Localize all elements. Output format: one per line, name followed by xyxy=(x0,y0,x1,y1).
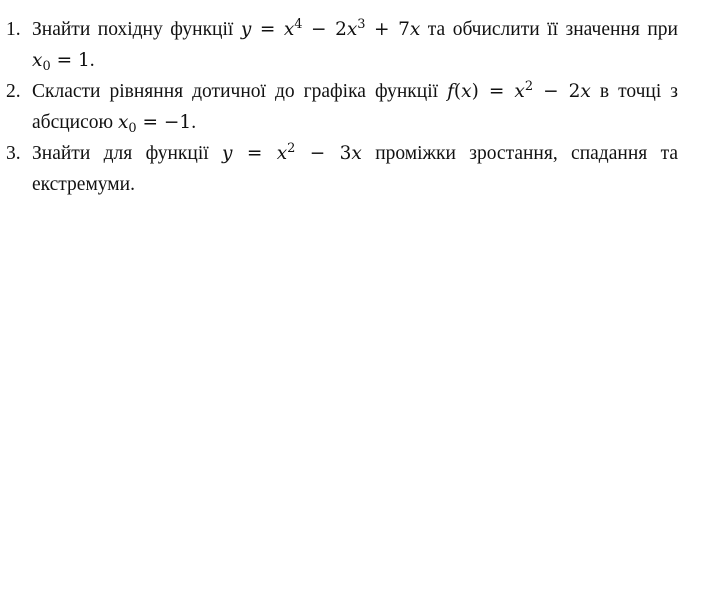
task-2 xyxy=(6,76,678,138)
point: $x_0 = 1$ xyxy=(32,50,90,74)
task-text: проміжки зростання, спадання та екстремуми. xyxy=(32,143,678,195)
task-number: 1. xyxy=(6,19,21,40)
task-number: 3. xyxy=(6,143,21,164)
task-text: . xyxy=(89,50,95,71)
task-text: Знайти похідну функції xyxy=(32,19,234,40)
task-number: 2. xyxy=(6,81,21,102)
task-body xyxy=(32,14,678,76)
task-body xyxy=(32,138,678,200)
task-body xyxy=(32,76,678,138)
task-text: . xyxy=(191,112,197,133)
task-text: в точці з абсцисою xyxy=(32,81,678,133)
task-text: Скласти рівняння дотичної до графіка функції xyxy=(32,81,439,102)
task-3 xyxy=(6,138,678,200)
point: $x_0 = -1$ xyxy=(117,112,192,136)
formula: $y = x^2 - 3x$ xyxy=(222,140,362,164)
task-text: та обчислити її значення при xyxy=(427,19,678,40)
task-list xyxy=(6,14,678,200)
task-text: Знайти для функції xyxy=(32,143,209,164)
formula: $y = x^4 - 2x^3 + 7x$ xyxy=(240,16,421,40)
task-1 xyxy=(6,14,678,76)
formula: $f(x) = x^2 - 2x$ xyxy=(447,78,591,102)
